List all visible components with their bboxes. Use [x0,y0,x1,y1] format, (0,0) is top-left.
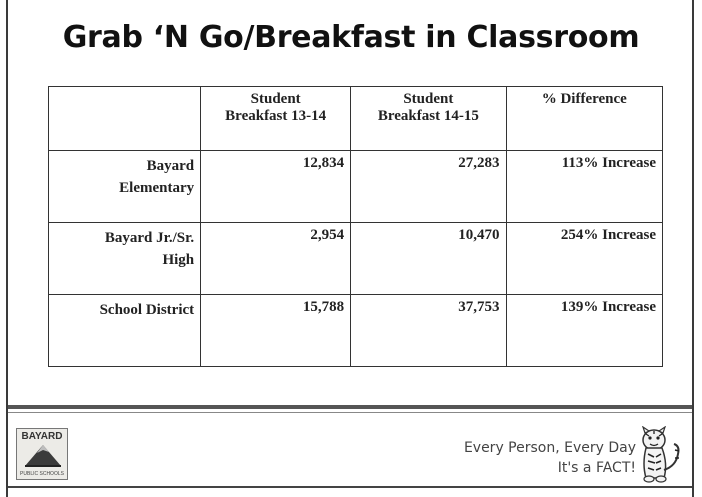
row-label-school-district [49,295,201,367]
table-row [49,295,663,367]
cell-breakfast-13-14: 15,788 [201,295,351,367]
tiger-mascot-icon [630,426,684,484]
mountain-icon [23,444,63,468]
row-label-line: Bayard Jr./Sr. [104,230,195,246]
logo-subtext: PUBLIC SCHOOLS [20,471,64,477]
cell-difference: 113% Increase [506,151,662,223]
table-row [49,151,663,223]
slide-title: Grab ‘N Go/Breakfast in Classroom [62,20,640,55]
header-breakfast-14-15 [351,87,506,151]
row-label-line: Bayard [146,158,195,174]
row-label-line: High [162,252,195,268]
cell-difference: 139% Increase [506,295,662,367]
footer-divider-thin [8,412,692,413]
row-label-bayard-elementary [49,151,201,223]
row-label-line: School District [99,302,195,318]
table-header-row [49,87,663,151]
cell-breakfast-14-15: 27,283 [351,151,506,223]
cell-breakfast-14-15: 37,753 [351,295,506,367]
table-row [49,223,663,295]
header-percent-difference: % Difference [506,87,662,151]
header-line: Student [403,91,454,107]
cell-breakfast-13-14: 2,954 [201,223,351,295]
row-label-bayard-jr-sr-high [49,223,201,295]
footer-divider-thick [8,405,692,409]
cell-breakfast-13-14: 12,834 [201,151,351,223]
breakfast-table [48,86,663,367]
header-breakfast-13-14 [201,87,351,151]
bayard-logo [16,428,68,480]
tagline-line-1: Every Person, Every Day [463,440,636,456]
row-label-line: Elementary [119,180,195,196]
footer-bottom-rule [8,486,692,488]
header-label-cell [49,87,201,151]
cell-breakfast-14-15: 10,470 [351,223,506,295]
header-line: Breakfast 14-15 [377,108,479,124]
footer-tagline [464,438,636,478]
logo-text: BAYARD [21,431,63,442]
cell-difference: 254% Increase [506,223,662,295]
header-line: Breakfast 13-14 [225,108,327,124]
header-line: Student [250,91,301,107]
tagline-line-2: It's a FACT! [557,460,636,476]
